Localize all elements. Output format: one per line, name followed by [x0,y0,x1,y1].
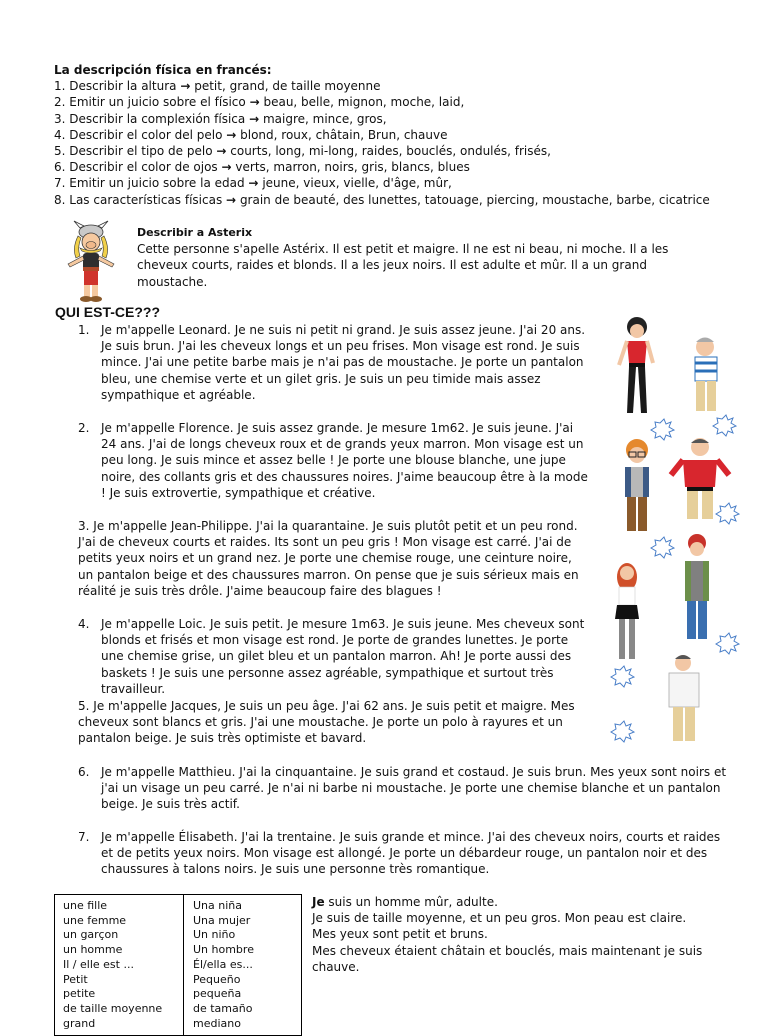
row-values: maigre, mince, gros, [262,111,387,126]
item-text: Je m'appelle Élisabeth. J'ai la trentaine. Je suis grande et mince. J'ai des cheveux noirs, courts et raides et de petits yeux noirs. Mon visage est allongé. Je porte un débardeur rouge, un pantalon noir et des chaussures à talons noirs. Je suis une personne très romantique. [101,830,721,877]
list-row-6 [54,159,744,175]
description-list [54,62,744,208]
item-text: Je m'appelle Florence. Je suis assez grande. Je mesure 1m62. Je suis jeune. J'ai 24 ans. J'ai de longs cheveux roux et de grands yeux marron. Mon visage est un peu long. Je suis mince et assez belle ! Je porte une blouse blanche, une jupe noire, des collants gris et des chaussures noires. J'aime beaucoup être à la mode ! Je suis extrovertie, sympathique et créative. [101,421,588,500]
vocab-es-2: Un niño [193,928,236,942]
vocab-fr-0: une fille [63,899,108,912]
woman-red-top-figure [619,317,653,413]
list-row-4 [54,127,744,143]
item-number: 5. [78,699,90,713]
arrow-right-icon: → [180,79,191,94]
row-label: 3. Describir la complexión física [54,111,246,126]
item-body [78,518,590,599]
row-label: 5. Describir el tipo de pelo [54,144,213,159]
item-text: Je m'appelle Leonard. Je ne suis ni petit ni grand. Je suis assez jeune. J'ai 20 ans. Je suis brun. J'ai les cheveux longs et un peu frises. Mon visage est rond. Je suis mince. J'ai une petite barbe mais je n'ai pas de moustache. Je porte un pantalon bleu, une chemise verte et un gilet gris. Je suis un peu timide mais assez sympathique et agréable. [101,323,586,402]
row-label: 7. Emitir un juicio sobre la edad [54,176,245,191]
quiz-item-4 [78,616,588,697]
quiz-item-6 [78,764,728,813]
quiz-item-1 [78,322,588,403]
quiz-item-2 [78,420,588,501]
vocab-fr-7: de taille moyenne [63,1001,163,1015]
vocab-es-3: Un hombre [193,943,254,957]
man-glasses-figure [625,439,649,531]
arrow-right-icon: → [216,144,227,159]
riddle-line-4: Mes cheveux étaient châtain et bouclés, mais maintenant je suis chauve. [312,943,703,974]
vocab-es-6: pequeña [193,987,242,1001]
riddle-lead: Je [312,895,325,909]
man-green-shirt-figure [685,534,709,639]
item-text: Je m'appelle Matthieu. J'ai la cinquantaine. Je suis grand et costaud. Je suis brun. Mes yeux sont noirs et j'ai un visage un peu carré. Je n'ai ni barbe ni moustache. Je porte une chemise blanche et un pantalon beige. Je suis très actif. [101,765,727,812]
riddle-paragraph [312,894,732,975]
vocab-fr-4: Il / elle est ... [63,957,134,971]
vocab-fr-5: Petit [63,972,88,986]
vocab-es-5: Pequeño [193,972,241,986]
vocab-fr-1: une femme [63,913,127,927]
item-number: 7. [78,830,90,844]
arrow-right-icon: → [248,176,259,191]
asterix-subtitle: Describir a Asterix [137,226,253,239]
row-label: 1. Describir la altura [54,79,177,94]
riddle-line-3: Mes yeux sont petit et bruns. [312,927,488,942]
vocab-es-0: Una niña [193,899,243,912]
list-row-7 [54,175,744,191]
vocab-fr-6: petite [63,987,96,1001]
quiz-item-5 [78,698,590,747]
row-values: verts, marron, noirs, gris, blancs, blues [235,160,470,175]
row-values: beau, belle, mignon, moche, laid, [263,95,465,110]
row-values: grain de beauté, des lunettes, tatouage, piercing, moustache, barbe, cicatrice [239,192,710,207]
row-values: jeune, vieux, vielle, d'âge, mûr, [262,176,452,191]
vocab-fr-2: un garçon [63,928,119,942]
arrow-right-icon: → [249,95,260,110]
asterix-illustration [60,220,122,302]
vocab-fr-3: un homme [63,943,123,957]
people-illustration [605,315,755,747]
item-text: Je m'appelle Jean-Philippe. J'ai la quarantaine. Je suis plutôt petit et un peu rond. J'ai de cheveux courts et raides. Its sont un peu gris ! Mon visage est carré. J'ai de petits yeux noirs et un grand nez. Je porte une chemise rouge, une ceinture noire, un pantalon beige et des chaussures marron. On pense que je suis sérieux mais en réalité je suis très drôle. J'aime beaucoup faire des blagues ! [78,519,579,598]
row-values: petit, grand, de taille moyenne [194,79,381,94]
item-number: 4. [78,617,90,631]
item-body [78,698,590,747]
row-label: 2. Emitir un juicio sobre el físico [54,95,246,110]
quiz-title: QUI EST-CE??? [55,304,160,320]
list-row-2 [54,94,744,110]
riddle-line-2: Je suis de taille moyenne, et un peu gros. Mon peau est claire. [312,911,687,926]
row-label: 4. Describir el color del pelo [54,127,223,142]
man-striped-polo-figure [695,338,717,412]
row-label: 8. Las características físicas [54,192,223,207]
french-column [63,899,162,1031]
arrow-right-icon: → [226,127,237,142]
man-white-shirt-figure [669,655,699,741]
quiz-item-7 [78,829,728,878]
list-row-1 [54,78,744,94]
item-number: 1. [78,323,90,337]
row-values: blond, roux, châtain, Brun, chauve [240,127,448,142]
vocab-es-8: mediano [193,1016,241,1030]
woman-red-hair-figure [615,563,639,659]
asterix-paragraph: Cette personne s'apelle Astérix. Il est petit et maigre. Il ne est ni beau, ni moche. Il a les cheveux courts, raides et blonds. Il a les jeux noirs. Il est adulte et mûr. Il a un grand moustache. [137,242,669,289]
table-divider [183,895,184,1035]
item-number: 3. [78,519,90,533]
arrow-right-icon: → [226,192,237,207]
list-row-3 [54,111,744,127]
item-number: 6. [78,765,90,779]
vocab-fr-8: grand [63,1016,96,1030]
asterix-description [137,225,707,290]
list-title: La descripción física en francés: [54,63,272,77]
arrow-right-icon: → [249,111,260,126]
vocabulary-table [54,894,302,1036]
riddle-line-1-rest: suis un homme mûr, adulte. [324,895,498,909]
quiz-item-3 [78,518,590,599]
item-number: 2. [78,421,90,435]
item-text: Je m'appelle Loic. Je suis petit. Je mesure 1m63. Je suis jeune. Mes cheveux sont blonds et frisés et mon visage est rond. Je porte de grandes lunettes. Je porte une chemise grise, un gilet bleu et un pantalon marron. Ah! Je porte aussi des baskets ! Je suis une personne assez agréable, sympathique et surtout très travailleur. [101,617,585,696]
vocab-es-1: Una mujer [193,913,251,927]
vocab-es-4: Él/ella es... [193,957,253,971]
row-label: 6. Describir el color de ojos [54,160,218,175]
vocab-es-7: de tamaño [193,1001,253,1015]
list-row-8 [54,192,744,208]
spanish-column [193,899,254,1031]
riddle-line-1 [312,894,732,910]
row-values: courts, long, mi-long, raides, bouclés, ondulés, frisés, [230,144,551,159]
list-row-5 [54,143,744,159]
arrow-right-icon: → [221,160,232,175]
item-text: Je m'appelle Jacques, Je suis un peu âge. J'ai 62 ans. Je suis petit et maigre. Mes cheveux sont blancs et gris. J'ai une moustache. Je porte un polo à rayures et un pantalon beige. Je suis très optimiste et bavard. [78,699,575,746]
